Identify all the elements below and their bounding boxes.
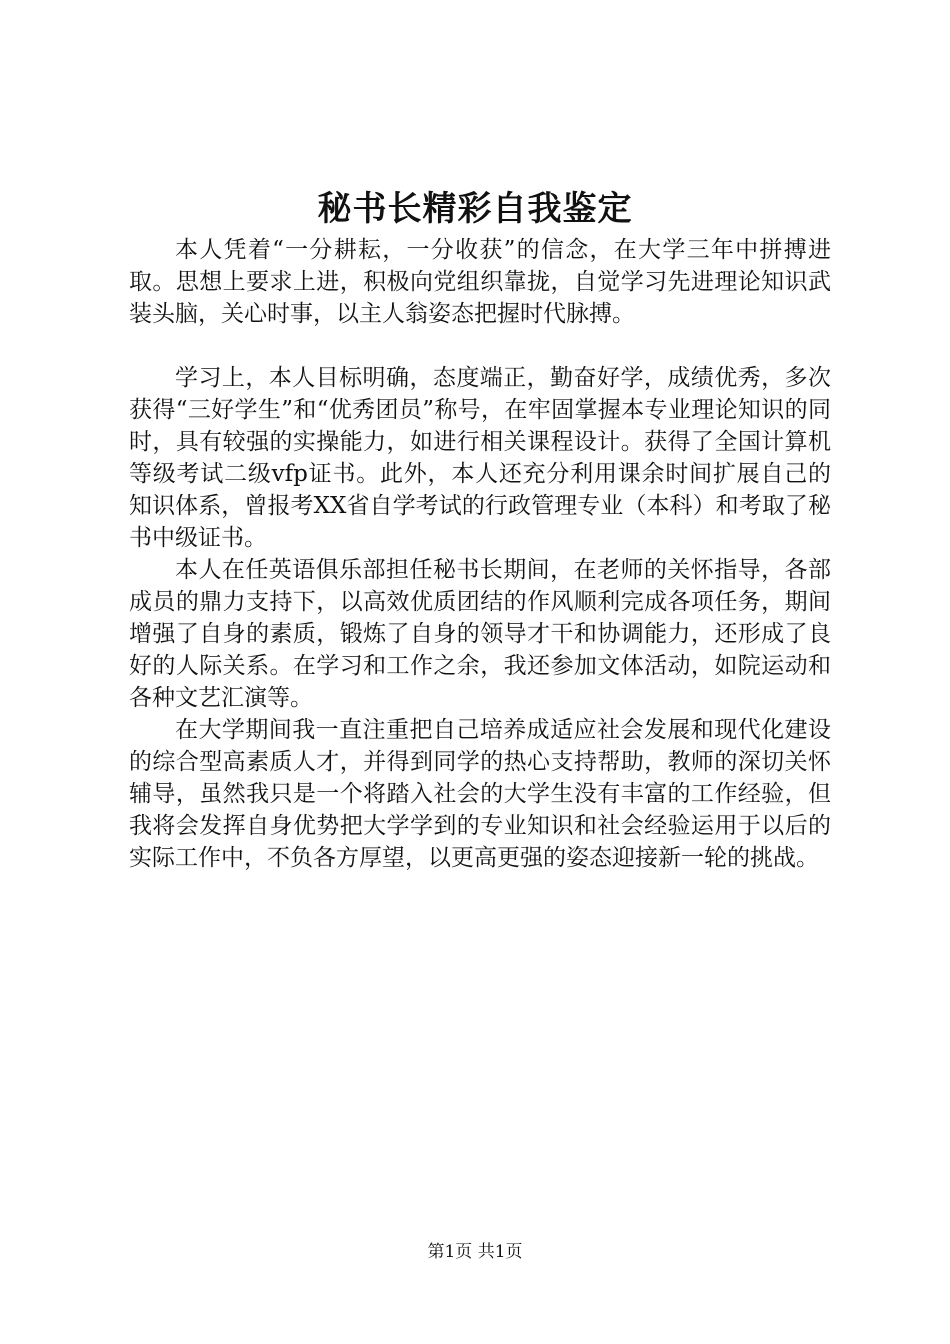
document-title: 秘书长精彩自我鉴定 bbox=[317, 189, 633, 229]
paragraph-summary: 在大学期间我一直注重把自己培养成适应社会发展和现代化建设的综合型高素质人才，并得到同学的热心支持帮助，教师的深切关怀辅导，虽然我只是一个将踏入社会的大学生没有丰富的工作经验，但我将会发挥自身优势把大学学到的专业知识和社会经验运用于以后的实际工作中，不负各方厚望，以更高更强的姿态迎接新一轮的挑战。 bbox=[129, 717, 831, 871]
paragraph-study: 学习上，本人目标明确，态度端正，勤奋好学，成绩优秀，多次获得“三好学生”和“优秀团员”称号，在牢固掌握本专业理论知识的同时，具有较强的实操能力，如进行相关课程设计。获得了全国计算机等级考试二级vfp证书。此外，本人还充分利用课余时间扩展自己的知识体系，曾报考XX省自学考试的行政管理专业（本科）和考取了秘书中级证书。 bbox=[129, 365, 831, 551]
paragraph-intro: 本人凭着“一分耕耘，一分收获”的信念，在大学三年中拼搏进取。思想上要求上进，积极向党组织靠拢，自觉学习先进理论知识武装头脑，关心时事，以主人翁姿态把握时代脉搏。 bbox=[129, 237, 831, 327]
document-body bbox=[129, 234, 831, 874]
page-footer: 第1页 共1页 bbox=[427, 1242, 523, 1262]
paragraph-club-work: 本人在任英语俱乐部担任秘书长期间，在老师的关怀指导，各部成员的鼎力支持下，以高效优质团结的作风顺利完成各项任务，期间增强了自身的素质，锻炼了自身的领导才干和协调能力，还形成了良好的人际关系。在学习和工作之余，我还参加文体活动，如院运动和各种文艺汇演等。 bbox=[129, 557, 831, 711]
